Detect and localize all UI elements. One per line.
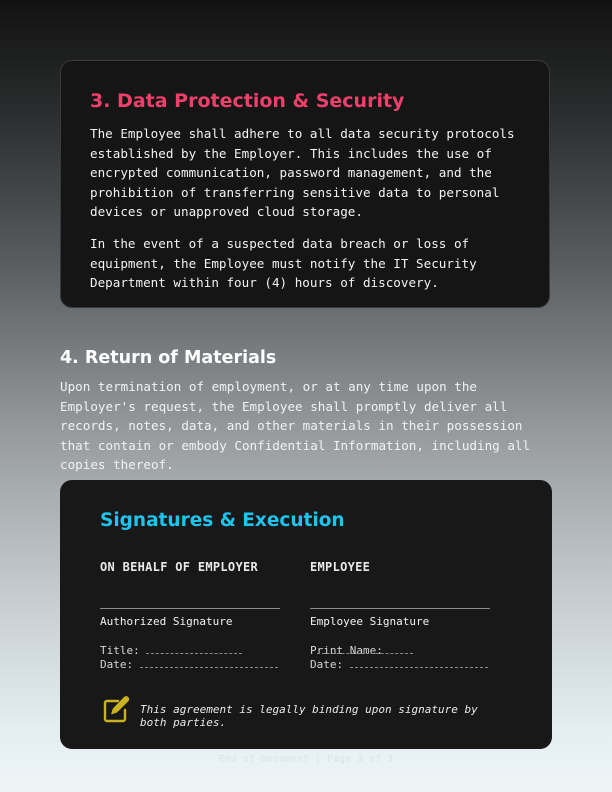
employee-print-name-label: Print Name: [310,644,383,657]
employer-signature-label: Authorized Signature [100,615,233,628]
employer-title-blank[interactable] [146,645,242,654]
employer-signature-line[interactable] [100,608,280,609]
section-3-paragraph-1: The Employee shall adhere to all data security protocols established by the Employer. This includes the use of encrypted communication, password management, and the prohibition of transferring sensitive data to personal devices or unapproved cloud storage. [90,126,515,219]
binding-note-text: This agreement is legally binding upon signature by both parties. [140,703,478,729]
section-3-title: 3. Data Protection & Security [90,90,405,112]
employee-heading: EMPLOYEE [310,560,371,574]
signatures-title: Signatures & Execution [100,510,345,531]
employer-title-label: Title: [100,644,140,657]
data-protection-card [60,60,550,308]
employer-title-field[interactable] [100,644,242,657]
employee-signature-line[interactable] [310,608,490,609]
employee-date-blank[interactable] [350,659,488,668]
edit-icon [100,694,132,726]
employer-heading: ON BEHALF OF EMPLOYER [100,560,259,574]
employee-date-label: Date: [310,658,344,671]
employer-date-field[interactable] [100,658,278,671]
employee-signature-label: Employee Signature [310,615,430,628]
signatures-card [60,480,552,749]
employer-date-label: Date: [100,658,134,671]
section-4-body: Upon termination of employment, or at any time upon the Employer's request, the Employee shall promptly deliver all records, notes, data, and other materials in their possession that contain or embody Confidential Information, including all copies thereof. [60,379,531,472]
employee-date-field[interactable] [310,658,488,671]
binding-note [100,694,520,728]
employee-print-name-field[interactable] [310,644,413,657]
section-3-paragraph-2: In the event of a suspected data breach or loss of equipment, the Employee must notify the IT Security Department within four (4) hours of discovery. [90,236,477,290]
page-footer: End of Document | Page 3 of 3 [218,754,394,765]
employer-date-blank[interactable] [140,659,278,668]
section-4-title: 4. Return of Materials [60,348,277,368]
employee-print-name-blank[interactable] [317,645,413,654]
